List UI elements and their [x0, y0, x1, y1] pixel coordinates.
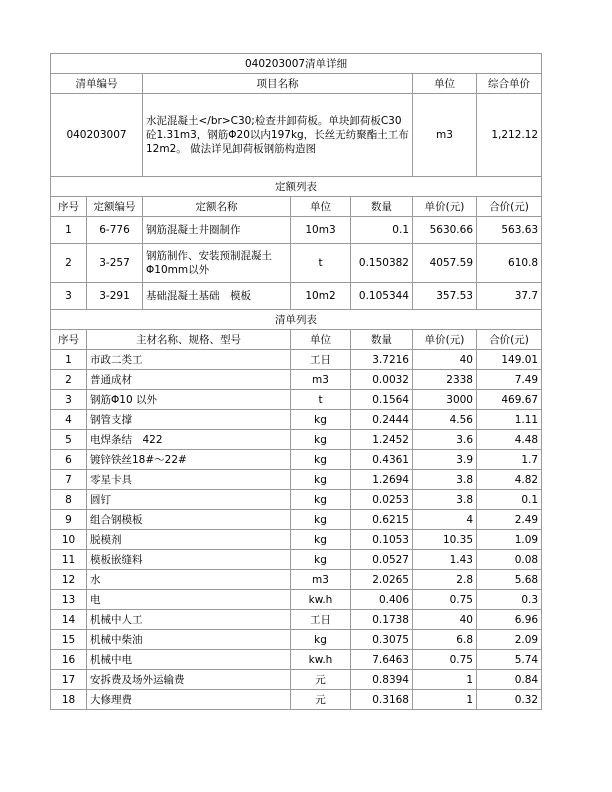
- material-name: 零星卡具: [87, 470, 291, 490]
- material-total: 5.74: [477, 650, 542, 670]
- material-price: 3.9: [413, 450, 477, 470]
- material-price: 3.6: [413, 430, 477, 450]
- material-qty: 1.2694: [351, 470, 413, 490]
- item-name: 水泥混凝土</br>C30;检查井卸荷板。单块卸荷板C30砼1.31m3，钢筋Φ20以内197kg，长丝无纺聚酯土工布12m2。 做法详见卸荷板钢筋构造图: [143, 94, 413, 177]
- material-price: 4: [413, 510, 477, 530]
- material-price: 2338: [413, 370, 477, 390]
- material-name: 镀锌铁丝18#～22#: [87, 450, 291, 470]
- material-price: 3.8: [413, 490, 477, 510]
- material-total: 2.49: [477, 510, 542, 530]
- material-no: 3: [51, 390, 87, 410]
- material-qty: 0.6215: [351, 510, 413, 530]
- material-price: 2.8: [413, 570, 477, 590]
- material-total: 1.7: [477, 450, 542, 470]
- material-price: 1.43: [413, 550, 477, 570]
- quota-header-row: [51, 197, 542, 217]
- item-code: 040203007: [51, 94, 143, 177]
- material-name: 电: [87, 590, 291, 610]
- material-qty: 0.0253: [351, 490, 413, 510]
- quota-no: 1: [51, 217, 87, 244]
- quota-name: 钢筋制作、安装预制混凝土Φ10mm以外: [143, 244, 291, 283]
- bill-detail-sheet: [50, 53, 541, 710]
- material-no: 12: [51, 570, 87, 590]
- material-name: 市政二类工: [87, 350, 291, 370]
- material-row: [51, 350, 542, 370]
- material-section-row: [51, 310, 542, 330]
- quota-row: [51, 244, 542, 283]
- material-row: [51, 630, 542, 650]
- material-total: 5.68: [477, 570, 542, 590]
- header-row: [51, 74, 542, 94]
- bill-detail-table: [50, 53, 542, 710]
- material-total: 6.96: [477, 610, 542, 630]
- material-unit: m3: [291, 370, 351, 390]
- material-unit: t: [291, 390, 351, 410]
- material-no: 1: [51, 350, 87, 370]
- material-qty: 0.1053: [351, 530, 413, 550]
- material-price: 3.8: [413, 470, 477, 490]
- quota-total: 610.8: [477, 244, 542, 283]
- quota-row: [51, 217, 542, 244]
- item-unit: m3: [413, 94, 477, 177]
- material-no: 10: [51, 530, 87, 550]
- material-no: 17: [51, 670, 87, 690]
- material-name: 模板嵌缝料: [87, 550, 291, 570]
- material-name: 组合钢模板: [87, 510, 291, 530]
- material-total: 0.32: [477, 690, 542, 710]
- material-name: 电焊条结 422: [87, 430, 291, 450]
- unit-header: 单位: [413, 74, 477, 94]
- material-price: 6.8: [413, 630, 477, 650]
- material-row: [51, 590, 542, 610]
- material-name: 水: [87, 570, 291, 590]
- material-row: [51, 550, 542, 570]
- quota-qty: 0.150382: [351, 244, 413, 283]
- material-name: 机械中柴油: [87, 630, 291, 650]
- material-total: 0.3: [477, 590, 542, 610]
- quota-col-header: 序号: [51, 197, 87, 217]
- material-no: 14: [51, 610, 87, 630]
- material-name: 圆钉: [87, 490, 291, 510]
- material-unit: 元: [291, 690, 351, 710]
- quota-section-row: [51, 177, 542, 197]
- material-no: 6: [51, 450, 87, 470]
- material-price: 40: [413, 610, 477, 630]
- quota-col-header: 合价(元): [477, 197, 542, 217]
- material-no: 13: [51, 590, 87, 610]
- material-qty: 0.3168: [351, 690, 413, 710]
- material-no: 15: [51, 630, 87, 650]
- material-qty: 0.3075: [351, 630, 413, 650]
- material-row: [51, 410, 542, 430]
- material-unit: kg: [291, 490, 351, 510]
- material-row: [51, 570, 542, 590]
- material-unit: kg: [291, 410, 351, 430]
- material-name: 脱模剂: [87, 530, 291, 550]
- material-price: 3000: [413, 390, 477, 410]
- material-row: [51, 650, 542, 670]
- material-total: 149.01: [477, 350, 542, 370]
- item-price: 1,212.12: [477, 94, 542, 177]
- material-row: [51, 490, 542, 510]
- material-qty: 0.1564: [351, 390, 413, 410]
- material-unit: kg: [291, 530, 351, 550]
- material-price: 40: [413, 350, 477, 370]
- material-qty: 7.6463: [351, 650, 413, 670]
- quota-col-header: 定额编号: [87, 197, 143, 217]
- material-unit: m3: [291, 570, 351, 590]
- quota-total: 37.7: [477, 283, 542, 310]
- material-no: 5: [51, 430, 87, 450]
- material-unit: kg: [291, 470, 351, 490]
- quota-no: 2: [51, 244, 87, 283]
- material-price: 4.56: [413, 410, 477, 430]
- name-header: 项目名称: [143, 74, 413, 94]
- material-price: 1: [413, 670, 477, 690]
- material-col-header: 主材名称、规格、型号: [87, 330, 291, 350]
- material-price: 0.75: [413, 590, 477, 610]
- quota-price: 4057.59: [413, 244, 477, 283]
- material-name: 钢筋Φ10 以外: [87, 390, 291, 410]
- material-unit: kg: [291, 630, 351, 650]
- material-col-header: 序号: [51, 330, 87, 350]
- material-no: 4: [51, 410, 87, 430]
- material-total: 1.09: [477, 530, 542, 550]
- quota-col-header: 定额名称: [143, 197, 291, 217]
- material-col-header: 合价(元): [477, 330, 542, 350]
- quota-price: 357.53: [413, 283, 477, 310]
- material-unit: kg: [291, 430, 351, 450]
- material-name: 机械中人工: [87, 610, 291, 630]
- material-price: 0.75: [413, 650, 477, 670]
- material-unit: kw.h: [291, 590, 351, 610]
- quota-col-header: 数量: [351, 197, 413, 217]
- material-price: 10.35: [413, 530, 477, 550]
- material-qty: 0.2444: [351, 410, 413, 430]
- material-row: [51, 690, 542, 710]
- material-row: [51, 430, 542, 450]
- material-no: 8: [51, 490, 87, 510]
- price-header: 综合单价: [477, 74, 542, 94]
- quota-section-title: 定额列表: [51, 177, 542, 197]
- quota-unit: 10m3: [291, 217, 351, 244]
- material-row: [51, 530, 542, 550]
- material-no: 7: [51, 470, 87, 490]
- material-qty: 2.0265: [351, 570, 413, 590]
- material-no: 16: [51, 650, 87, 670]
- quota-code: 6-776: [87, 217, 143, 244]
- material-name: 安拆费及场外运输费: [87, 670, 291, 690]
- material-total: 1.11: [477, 410, 542, 430]
- quota-unit: t: [291, 244, 351, 283]
- material-total: 4.48: [477, 430, 542, 450]
- material-row: [51, 370, 542, 390]
- material-total: 7.49: [477, 370, 542, 390]
- material-row: [51, 510, 542, 530]
- material-header-row: [51, 330, 542, 350]
- quota-code: 3-291: [87, 283, 143, 310]
- material-total: 0.84: [477, 670, 542, 690]
- sheet-title: 040203007清单详细: [51, 54, 542, 74]
- material-no: 9: [51, 510, 87, 530]
- quota-unit: 10m2: [291, 283, 351, 310]
- material-total: 4.82: [477, 470, 542, 490]
- material-unit: kg: [291, 450, 351, 470]
- material-qty: 0.1738: [351, 610, 413, 630]
- quota-name: 钢筋混凝土井圈制作: [143, 217, 291, 244]
- material-qty: 0.0032: [351, 370, 413, 390]
- material-unit: 元: [291, 670, 351, 690]
- material-unit: kw.h: [291, 650, 351, 670]
- material-row: [51, 450, 542, 470]
- code-header: 清单编号: [51, 74, 143, 94]
- material-unit: 工日: [291, 350, 351, 370]
- material-no: 11: [51, 550, 87, 570]
- material-section-title: 清单列表: [51, 310, 542, 330]
- quota-qty: 0.105344: [351, 283, 413, 310]
- material-row: [51, 610, 542, 630]
- quota-col-header: 单位: [291, 197, 351, 217]
- material-qty: 0.4361: [351, 450, 413, 470]
- material-unit: kg: [291, 550, 351, 570]
- material-name: 机械中电: [87, 650, 291, 670]
- material-name: 大修理费: [87, 690, 291, 710]
- material-row: [51, 390, 542, 410]
- quota-code: 3-257: [87, 244, 143, 283]
- material-qty: 0.8394: [351, 670, 413, 690]
- material-row: [51, 670, 542, 690]
- material-col-header: 单位: [291, 330, 351, 350]
- material-no: 2: [51, 370, 87, 390]
- material-price: 1: [413, 690, 477, 710]
- material-unit: kg: [291, 510, 351, 530]
- material-total: 0.1: [477, 490, 542, 510]
- material-row: [51, 470, 542, 490]
- material-col-header: 单价(元): [413, 330, 477, 350]
- material-qty: 3.7216: [351, 350, 413, 370]
- material-no: 18: [51, 690, 87, 710]
- material-name: 普通成材: [87, 370, 291, 390]
- material-unit: 工日: [291, 610, 351, 630]
- material-total: 469.67: [477, 390, 542, 410]
- material-total: 0.08: [477, 550, 542, 570]
- quota-no: 3: [51, 283, 87, 310]
- material-name: 钢管支撑: [87, 410, 291, 430]
- material-qty: 0.406: [351, 590, 413, 610]
- quota-price: 5630.66: [413, 217, 477, 244]
- quota-row: [51, 283, 542, 310]
- material-qty: 0.0527: [351, 550, 413, 570]
- material-total: 2.09: [477, 630, 542, 650]
- quota-col-header: 单价(元): [413, 197, 477, 217]
- material-qty: 1.2452: [351, 430, 413, 450]
- quota-total: 563.63: [477, 217, 542, 244]
- item-row: [51, 94, 542, 177]
- quota-name: 基础混凝土基础 模板: [143, 283, 291, 310]
- quota-qty: 0.1: [351, 217, 413, 244]
- material-col-header: 数量: [351, 330, 413, 350]
- title-row: [51, 54, 542, 74]
